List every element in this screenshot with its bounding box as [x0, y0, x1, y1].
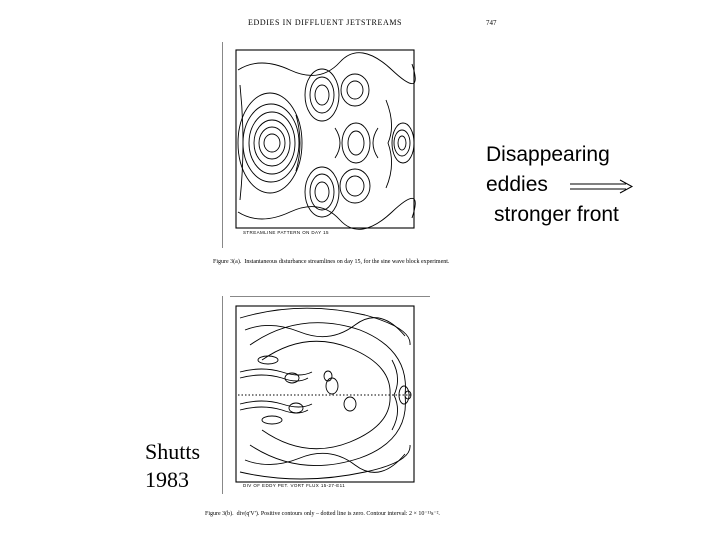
- top-caption-id: Figure 3(a).: [213, 259, 242, 265]
- bottom-figure-caption: [205, 510, 440, 517]
- annotation-line-stronger-front: stronger front: [494, 203, 619, 226]
- top-plot-label: STREAMLINE PATTERN ON DAY 15: [243, 230, 329, 235]
- bottom-plot-label: DIV OF EDDY PET. VORT FLUX 15-27-E11: [243, 483, 346, 488]
- page-number: 747: [486, 19, 497, 27]
- journal-running-title: EDDIES IN DIFFLUENT JETSTREAMS: [248, 18, 403, 27]
- bottom-caption-id: Figure 3(b).: [205, 511, 234, 517]
- credit-author: Shutts: [145, 439, 201, 464]
- annotation-line-eddies: eddies: [486, 173, 548, 196]
- bottom-caption-text: div(q'V'). Positive contours only – dotted line is zero. Contour interval: 2 × 10⁻¹¹s⁻².: [236, 511, 440, 517]
- annotation-eddies-row: [486, 170, 716, 200]
- credit-year: 1983: [145, 467, 189, 492]
- double-arrow-icon: [568, 177, 638, 197]
- annotation-block: [486, 140, 716, 230]
- annotation-line-disappearing: Disappearing: [486, 143, 610, 166]
- top-caption-text: Instantaneous disturbance streamlines on day 15, for the sine wave block experiment.: [244, 259, 450, 265]
- source-credit: [145, 438, 200, 494]
